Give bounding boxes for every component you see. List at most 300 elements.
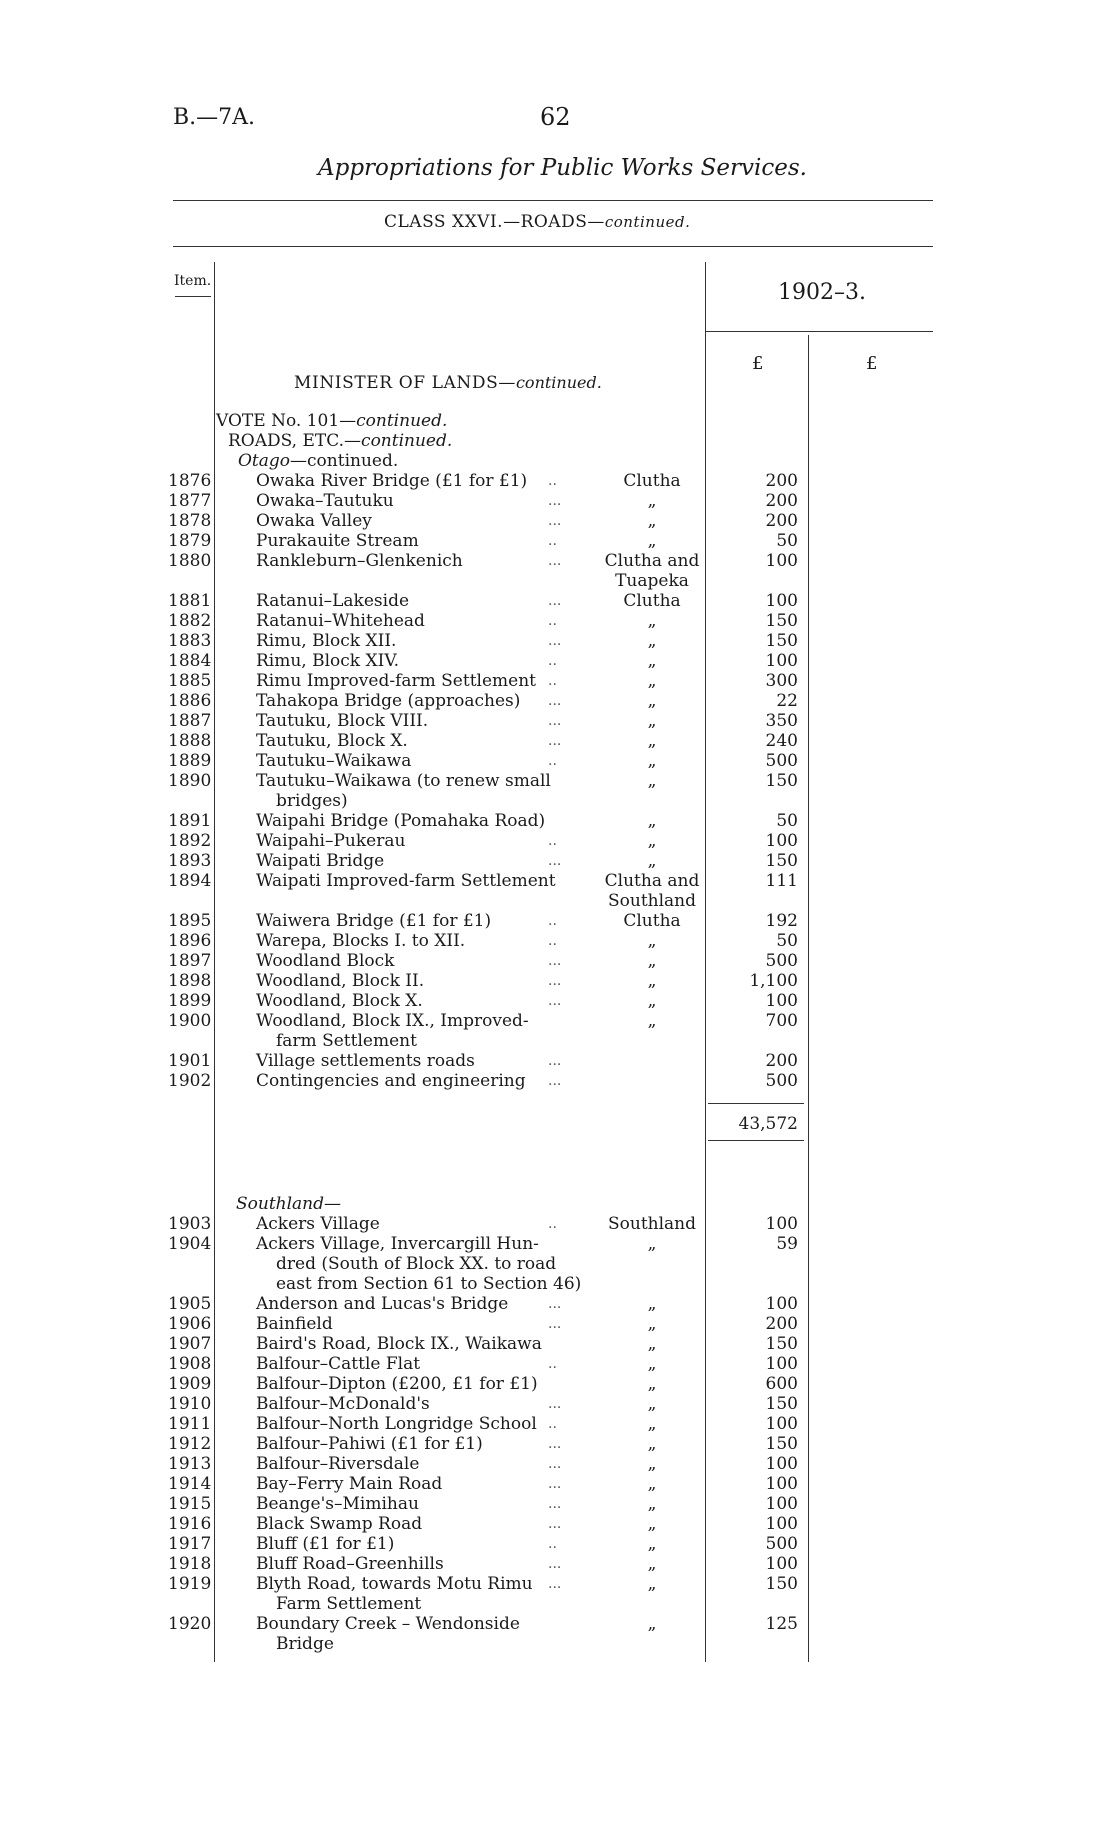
road-name-line: Bay–Ferry Main Road [256, 1474, 443, 1494]
road-name-line: Woodland, Block X. [256, 991, 423, 1011]
road-name-line: Village settlements roads [256, 1051, 475, 1071]
road-name-line: Ackers Village [256, 1214, 380, 1234]
vote-heading: VOTE No. 101—continued. [216, 411, 448, 431]
item-number: 1900 [168, 1011, 212, 1031]
amount-column-rule-right [808, 335, 809, 1662]
electoral-district [592, 671, 712, 691]
otago-total-rule-top [708, 1103, 804, 1104]
road-name-line: Beange's–Mimihau [256, 1494, 419, 1514]
road-name [256, 991, 423, 1011]
road-name [256, 911, 491, 931]
road-name [256, 491, 394, 511]
leader-dots: ... [548, 993, 562, 1009]
electoral-district [592, 1314, 712, 1334]
item-number: 1910 [168, 1394, 212, 1414]
road-name-line: Contingencies and engineering [256, 1071, 526, 1091]
road-name-line: Balfour–North Longridge School [256, 1414, 537, 1434]
road-name [256, 1454, 419, 1474]
district-line: „ [647, 811, 657, 831]
item-number: 1878 [168, 511, 212, 531]
electoral-district [592, 1474, 712, 1494]
electoral-district [592, 1574, 712, 1594]
district-line: „ [647, 1414, 657, 1434]
leader-dots: ... [548, 553, 562, 569]
road-name-line: Woodland, Block IX., Improved- [256, 1011, 529, 1031]
amount: 100 [765, 591, 798, 611]
amount: 150 [765, 1574, 798, 1594]
road-name [256, 1071, 526, 1091]
otago-total: 43,572 [738, 1114, 798, 1134]
amount: 50 [776, 531, 798, 551]
electoral-district [592, 651, 712, 671]
item-number: 1906 [168, 1314, 212, 1334]
road-name-line: Anderson and Lucas's Bridge [256, 1294, 509, 1314]
item-header-rule [175, 296, 211, 297]
item-number: 1897 [168, 951, 212, 971]
item-number: 1909 [168, 1374, 212, 1394]
item-number: 1918 [168, 1554, 212, 1574]
road-name-line: Rimu Improved-farm Settlement [256, 671, 536, 691]
class-rule [173, 246, 933, 247]
amount: 111 [765, 871, 798, 891]
item-number: 1884 [168, 651, 212, 671]
leader-dots: ... [548, 1496, 562, 1512]
road-name-line: Balfour–Riversdale [256, 1454, 420, 1474]
road-name [256, 631, 396, 651]
year-header-rule [705, 331, 933, 332]
item-number: 1904 [168, 1234, 212, 1254]
amount: 100 [765, 1514, 798, 1534]
amount: 300 [765, 671, 798, 691]
amount: 50 [776, 811, 798, 831]
amount: 100 [765, 1214, 798, 1234]
road-name [256, 511, 372, 531]
road-name [256, 771, 551, 811]
road-name [256, 1474, 442, 1494]
electoral-district [592, 851, 712, 871]
leader-dots: ... [548, 1576, 562, 1592]
district-line: „ [647, 991, 657, 1011]
electoral-district [592, 1454, 712, 1474]
road-name [256, 551, 463, 571]
road-name-line: Boundary Creek – Wendonside [256, 1614, 520, 1634]
leader-dots: ... [548, 513, 562, 529]
district-line: Clutha [623, 591, 681, 611]
electoral-district [592, 1334, 712, 1354]
amount: 100 [765, 551, 798, 571]
road-name [256, 1394, 430, 1414]
leader-dots: ... [548, 1556, 562, 1572]
road-name [256, 471, 527, 491]
item-number: 1894 [168, 871, 212, 891]
amount: 240 [765, 731, 798, 751]
electoral-district [592, 1394, 712, 1414]
item-number: 1916 [168, 1514, 212, 1534]
road-name [256, 651, 399, 671]
amount: 59 [776, 1234, 798, 1254]
leader-dots: .. [548, 613, 557, 629]
district-line: Clutha [623, 911, 681, 931]
electoral-district [592, 691, 712, 711]
road-name [256, 671, 536, 691]
amount: 350 [765, 711, 798, 731]
amount: 100 [765, 1354, 798, 1374]
road-name-line: Ratanui–Lakeside [256, 591, 410, 611]
district-line: „ [647, 1354, 657, 1374]
district-line: „ [647, 671, 657, 691]
road-name-line: Bainfield [256, 1314, 333, 1334]
item-number: 1890 [168, 771, 212, 791]
district-line: „ [647, 511, 657, 531]
item-number: 1920 [168, 1614, 212, 1634]
amount: 150 [765, 1334, 798, 1354]
road-name [256, 1434, 483, 1454]
pound-label-col2: £ [866, 353, 878, 374]
item-number: 1882 [168, 611, 212, 631]
district-line: „ [647, 1494, 657, 1514]
district-line: „ [647, 1534, 657, 1554]
district-line: „ [647, 531, 657, 551]
otago-heading: Otago—continued. [238, 451, 399, 471]
amount: 500 [765, 1534, 798, 1554]
amount: 150 [765, 1434, 798, 1454]
electoral-district [592, 831, 712, 851]
leader-dots: .. [548, 753, 557, 769]
road-name [256, 1314, 333, 1334]
electoral-district [592, 1414, 712, 1434]
amount: 500 [765, 1071, 798, 1091]
road-name-line: Farm Settlement [276, 1594, 422, 1614]
road-name [256, 931, 465, 951]
item-number: 1880 [168, 551, 212, 571]
road-name-line: Waipahi Bridge (Pomahaka Road) [256, 811, 546, 831]
leader-dots: ... [548, 973, 562, 989]
item-number: 1905 [168, 1294, 212, 1314]
district-line: „ [647, 1574, 657, 1594]
electoral-district [592, 1614, 712, 1634]
road-name [256, 1374, 538, 1394]
road-name-line: Woodland, Block II. [256, 971, 425, 991]
leader-dots: .. [548, 473, 557, 489]
amount: 200 [765, 1051, 798, 1071]
road-name-line: Rankleburn–Glenkenich [256, 551, 463, 571]
amount: 500 [765, 751, 798, 771]
road-name [256, 1294, 508, 1314]
leader-dots: .. [548, 653, 557, 669]
electoral-district [592, 931, 712, 951]
electoral-district [592, 711, 712, 731]
road-name-line: Owaka Valley [256, 511, 372, 531]
road-name-line: Balfour–Pahiwi (£1 for £1) [256, 1434, 483, 1454]
item-number: 1876 [168, 471, 212, 491]
leader-dots: .. [548, 1356, 557, 1372]
road-name-line: Tautuku–Waikawa [256, 751, 412, 771]
amount: 22 [776, 691, 798, 711]
road-name-line: Waipati Bridge [256, 851, 385, 871]
road-name-line: Tautuku, Block VIII. [256, 711, 429, 731]
leader-dots: ... [548, 493, 562, 509]
electoral-district [592, 551, 712, 591]
electoral-district [592, 1214, 712, 1234]
road-name [256, 971, 424, 991]
district-line: „ [647, 1434, 657, 1454]
page-number: 62 [540, 103, 571, 131]
district-line: Clutha [623, 471, 681, 491]
leader-dots: ... [548, 693, 562, 709]
district-line: „ [647, 751, 657, 771]
district-line: „ [647, 1234, 657, 1254]
road-name-line: Baird's Road, Block IX., Waikawa [256, 1334, 542, 1354]
amount: 200 [765, 471, 798, 491]
electoral-district [592, 871, 712, 911]
leader-dots: ... [548, 1516, 562, 1532]
item-number: 1907 [168, 1334, 212, 1354]
electoral-district [592, 1494, 712, 1514]
electoral-district [592, 811, 712, 831]
electoral-district [592, 511, 712, 531]
district-line: Clutha and [604, 551, 700, 571]
item-number: 1912 [168, 1434, 212, 1454]
district-line: „ [647, 651, 657, 671]
road-name [256, 1554, 444, 1574]
district-line: „ [647, 711, 657, 731]
electoral-district [592, 1354, 712, 1374]
item-number: 1886 [168, 691, 212, 711]
electoral-district [592, 611, 712, 631]
item-number: 1896 [168, 931, 212, 951]
district-line: „ [647, 1474, 657, 1494]
roads-heading: ROADS, ETC.—continued. [228, 431, 453, 451]
leader-dots: ... [548, 1436, 562, 1452]
road-name-line: Balfour–Dipton (£200, £1 for £1) [256, 1374, 538, 1394]
road-name-line: farm Settlement [276, 1031, 417, 1051]
amount: 150 [765, 611, 798, 631]
amount: 1,100 [749, 971, 798, 991]
leader-dots: ... [548, 733, 562, 749]
amount: 100 [765, 1454, 798, 1474]
minister-heading: MINISTER OF LANDS—continued. [294, 373, 602, 393]
electoral-district [592, 1434, 712, 1454]
electoral-district [592, 991, 712, 1011]
district-line: „ [647, 491, 657, 511]
district-line: Clutha and [604, 871, 700, 891]
item-number: 1913 [168, 1454, 212, 1474]
amount: 100 [765, 1474, 798, 1494]
road-name [256, 1051, 475, 1071]
amount: 500 [765, 951, 798, 971]
item-column-header: Item. [174, 273, 212, 289]
district-line: „ [647, 1374, 657, 1394]
district-line: „ [647, 971, 657, 991]
leader-dots: ... [548, 1053, 562, 1069]
road-name-line: Tautuku, Block X. [256, 731, 408, 751]
district-line: „ [647, 1334, 657, 1354]
district-line: „ [647, 1294, 657, 1314]
road-name-line: Owaka River Bridge (£1 for £1) [256, 471, 528, 491]
item-number: 1888 [168, 731, 212, 751]
district-line: „ [647, 1314, 657, 1334]
road-name [256, 591, 409, 611]
district-line: Southland [607, 1214, 696, 1234]
electoral-district [592, 1011, 712, 1031]
leader-dots: ... [548, 593, 562, 609]
road-name-line: Black Swamp Road [256, 1514, 423, 1534]
road-name [256, 851, 384, 871]
leader-dots: .. [548, 933, 557, 949]
district-line: „ [647, 951, 657, 971]
road-name-line: Rimu, Block XII. [256, 631, 397, 651]
leader-dots: .. [548, 1216, 557, 1232]
item-number: 1883 [168, 631, 212, 651]
electoral-district [592, 751, 712, 771]
amount: 600 [765, 1374, 798, 1394]
district-line: „ [647, 1454, 657, 1474]
district-line: Southland [607, 891, 696, 911]
road-name-line: Balfour–McDonald's [256, 1394, 430, 1414]
leader-dots: ... [548, 853, 562, 869]
amount: 192 [765, 911, 798, 931]
road-name [256, 1334, 542, 1354]
district-line: „ [647, 1011, 657, 1031]
item-number: 1892 [168, 831, 212, 851]
item-number: 1891 [168, 811, 212, 831]
electoral-district [592, 631, 712, 651]
road-name-line: Waipahi–Pukerau [256, 831, 406, 851]
road-name-line: Ackers Village, Invercargill Hun- [256, 1234, 539, 1254]
road-name-line: Tahakopa Bridge (approaches) [256, 691, 521, 711]
road-name-line: Waiwera Bridge (£1 for £1) [256, 911, 492, 931]
item-number: 1899 [168, 991, 212, 1011]
road-name-line: Owaka–Tautuku [256, 491, 394, 511]
amount: 100 [765, 1494, 798, 1514]
road-name [256, 1514, 422, 1534]
title-rule [173, 200, 933, 201]
district-line: „ [647, 1514, 657, 1534]
district-line: „ [647, 731, 657, 751]
road-name [256, 1011, 529, 1051]
item-number: 1903 [168, 1214, 212, 1234]
road-name-line: Rimu, Block XIV. [256, 651, 400, 671]
amount: 700 [765, 1011, 798, 1031]
road-name-line: bridges) [276, 791, 348, 811]
electoral-district [592, 1294, 712, 1314]
leader-dots: .. [548, 1416, 557, 1432]
electoral-district [592, 951, 712, 971]
electoral-district [592, 971, 712, 991]
road-name [256, 531, 419, 551]
leader-dots: ... [548, 953, 562, 969]
leader-dots: ... [548, 1296, 562, 1312]
road-name-line: Bluff Road–Greenhills [256, 1554, 444, 1574]
item-number: 1901 [168, 1051, 212, 1071]
road-name [256, 1534, 394, 1554]
item-number: 1914 [168, 1474, 212, 1494]
road-name [256, 1494, 419, 1514]
electoral-district [592, 1514, 712, 1534]
item-number: 1889 [168, 751, 212, 771]
item-number: 1908 [168, 1354, 212, 1374]
year-column-header: 1902–3. [778, 280, 866, 305]
road-name [256, 811, 545, 831]
road-name-line: east from Section 61 to Section 46) [276, 1274, 582, 1294]
amount: 125 [765, 1614, 798, 1634]
item-column-rule [214, 262, 215, 1662]
road-name-line: Bluff (£1 for £1) [256, 1534, 395, 1554]
road-name-line: Purakauite Stream [256, 531, 419, 551]
district-line: „ [647, 1614, 657, 1634]
amount: 100 [765, 1294, 798, 1314]
item-number: 1885 [168, 671, 212, 691]
road-name [256, 831, 405, 851]
road-name [256, 1414, 537, 1434]
road-name-line: Tautuku–Waikawa (to renew small [256, 771, 551, 791]
electoral-district [592, 471, 712, 491]
item-number: 1911 [168, 1414, 212, 1434]
leader-dots: .. [548, 1536, 557, 1552]
leader-dots: ... [548, 1316, 562, 1332]
road-name [256, 751, 411, 771]
amount: 150 [765, 631, 798, 651]
item-number: 1877 [168, 491, 212, 511]
leader-dots: .. [548, 533, 557, 549]
road-name-line: dred (South of Block XX. to road [276, 1254, 557, 1274]
item-number: 1919 [168, 1574, 212, 1594]
district-line: Tuapeka [615, 571, 689, 591]
class-heading: CLASS XXVI.—ROADS—continued. [384, 212, 691, 232]
electoral-district [592, 491, 712, 511]
district-line: „ [647, 1394, 657, 1414]
amount: 150 [765, 1394, 798, 1414]
leader-dots: ... [548, 1073, 562, 1089]
item-number: 1887 [168, 711, 212, 731]
district-line: „ [647, 771, 657, 791]
item-number: 1902 [168, 1071, 212, 1091]
leader-dots: ... [548, 1456, 562, 1472]
electoral-district [592, 591, 712, 611]
southland-heading: Southland— [236, 1194, 342, 1214]
electoral-district [592, 911, 712, 931]
amount: 200 [765, 511, 798, 531]
electoral-district [592, 731, 712, 751]
road-name-line: Blyth Road, towards Motu Rimu [256, 1574, 533, 1594]
leader-dots: ... [548, 1476, 562, 1492]
item-number: 1898 [168, 971, 212, 991]
road-name-line: Waipati Improved-farm Settlement [256, 871, 556, 891]
amount: 150 [765, 851, 798, 871]
item-number: 1917 [168, 1534, 212, 1554]
road-name-line: Bridge [276, 1634, 334, 1654]
amount: 200 [765, 1314, 798, 1334]
road-name [256, 1234, 581, 1294]
item-number: 1881 [168, 591, 212, 611]
road-name-line: Balfour–Cattle Flat [256, 1354, 421, 1374]
road-name [256, 871, 556, 891]
amount: 100 [765, 991, 798, 1011]
page-title: Appropriations for Public Works Services. [318, 155, 807, 181]
item-number: 1879 [168, 531, 212, 551]
amount: 100 [765, 831, 798, 851]
item-number: 1893 [168, 851, 212, 871]
amount: 200 [765, 491, 798, 511]
amount: 100 [765, 1414, 798, 1434]
road-name [256, 951, 394, 971]
district-line: „ [647, 831, 657, 851]
document-reference: B.—7A. [173, 105, 256, 130]
amount: 150 [765, 771, 798, 791]
road-name-line: Warepa, Blocks I. to XII. [256, 931, 466, 951]
district-line: „ [647, 931, 657, 951]
road-name [256, 731, 408, 751]
